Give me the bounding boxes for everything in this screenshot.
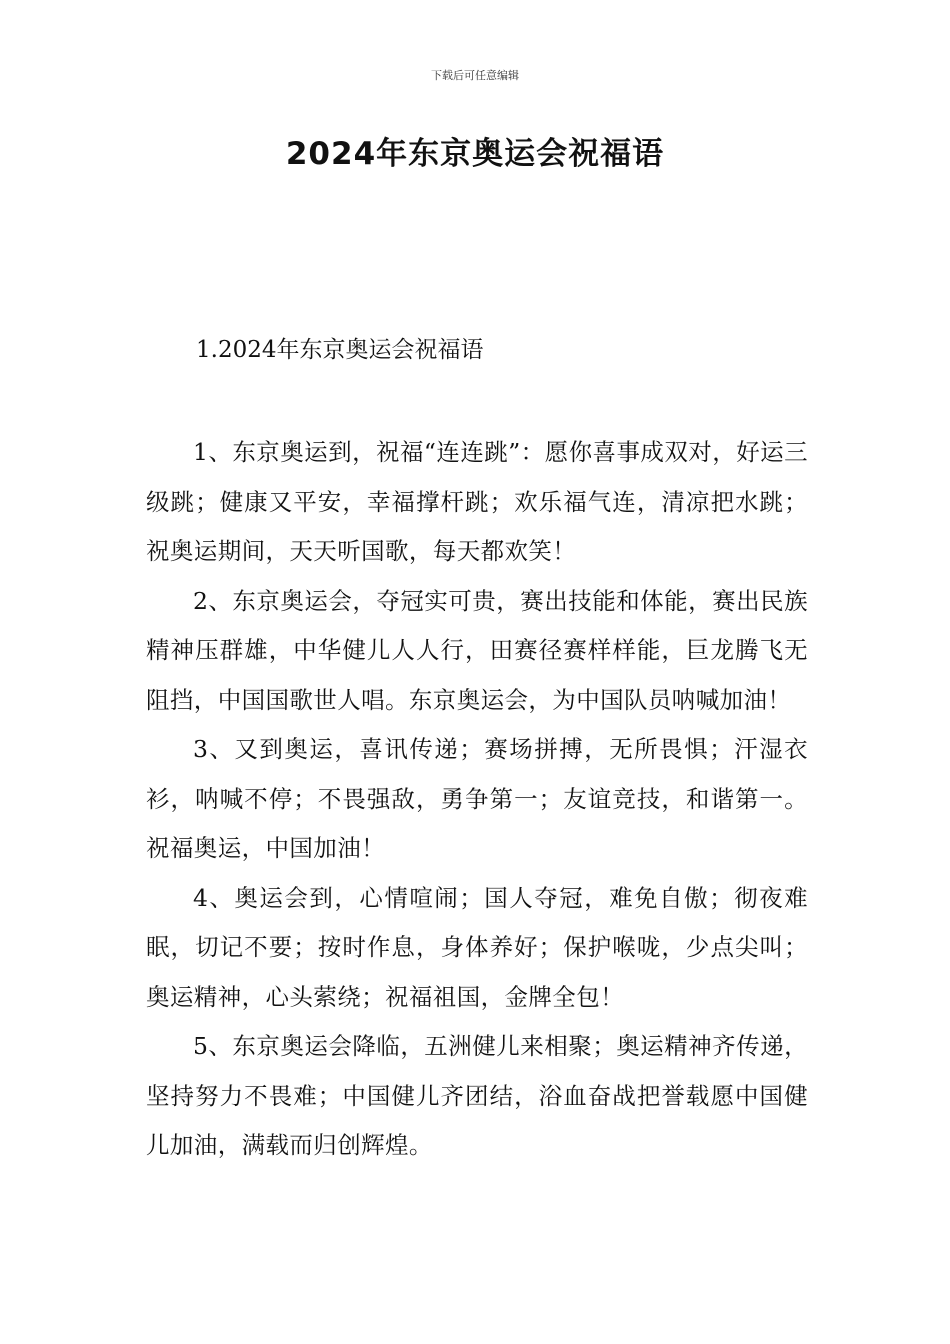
section-heading: 1.2024年东京奥运会祝福语 bbox=[196, 337, 484, 363]
header-note: 下载后可任意编辑 bbox=[431, 69, 519, 82]
paragraph-2: 2、东京奥运会，夺冠实可贵，赛出技能和体能，赛出民族精神压群雄，中华健儿人人行，田赛径赛样样能，巨龙腾飞无阻挡，中国国歌世人唱。东京奥运会，为中国队员呐喊加油！ bbox=[146, 586, 808, 714]
page-title: 2024年东京奥运会祝福语 bbox=[285, 136, 665, 172]
paragraph-5: 5、东京奥运会降临，五洲健儿来相聚；奥运精神齐传递，坚持努力不畏难；中国健儿齐团结，浴血奋战把誉载愿中国健儿加油，满载而归创辉煌。 bbox=[146, 1032, 808, 1159]
paragraph-1: 1、东京奥运到，祝福“连连跳”：愿你喜事成双对，好运三级跳；健康又平安，幸福撑杆跳；欢乐福气连，清凉把水跳；祝奥运期间，天天听国歌，每天都欢笑！ bbox=[146, 438, 808, 565]
body-text bbox=[146, 428, 808, 1171]
paragraph-4: 4、奥运会到，心情喧闹；国人夺冠，难免自傲；彻夜难眠，切记不要；按时作息，身体养好；保护喉咙，少点尖叫；奥运精神，心头萦绕；祝福祖国，金牌全包！ bbox=[146, 883, 808, 1011]
paragraph-3: 3、又到奥运，喜讯传递；赛场拼搏，无所畏惧；汗湿衣衫，呐喊不停；不畏强敌，勇争第一；友谊竞技，和谐第一。祝福奥运，中国加油！ bbox=[146, 735, 808, 862]
